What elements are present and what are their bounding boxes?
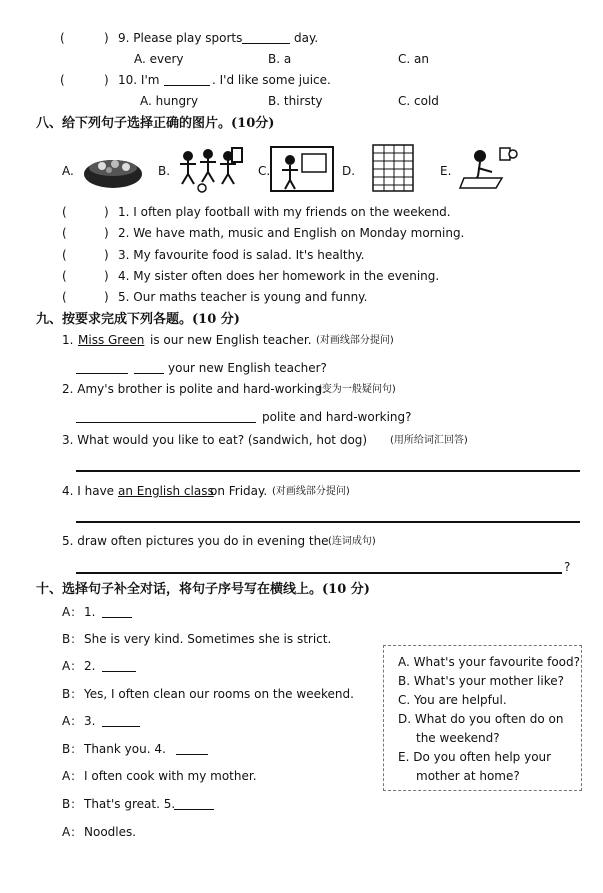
option-c: C. cold bbox=[398, 94, 439, 108]
q4-underlined: an English class bbox=[118, 484, 214, 498]
q5-text: 5. draw often pictures you do in evening the bbox=[62, 534, 329, 548]
homework-girl-picture bbox=[456, 144, 518, 192]
answer-paren-close: ) bbox=[104, 290, 109, 304]
q1-text: is our new English teacher. bbox=[150, 333, 312, 347]
answer-blank[interactable] bbox=[174, 797, 214, 810]
question-10-after: . I'd like some juice. bbox=[212, 73, 331, 87]
dialog-line: I often cook with my mother. bbox=[84, 769, 257, 783]
option-item: D. What do you often do on bbox=[398, 712, 564, 726]
answer-line[interactable] bbox=[76, 470, 580, 472]
question-10-text: 10. I'm bbox=[118, 73, 160, 87]
picture-label: E. bbox=[440, 164, 452, 178]
question-9-after: day. bbox=[294, 31, 319, 45]
picture-label: B. bbox=[158, 164, 171, 178]
dialog-line: 1. bbox=[84, 605, 96, 619]
option-item: the weekend? bbox=[416, 731, 500, 745]
answer-line[interactable] bbox=[76, 572, 562, 574]
speaker-label: B： bbox=[62, 632, 83, 646]
q5-note: (连词成句) bbox=[328, 536, 376, 547]
answer-paren-close: ) bbox=[104, 31, 109, 45]
sentence-item: 5. Our maths teacher is young and funny. bbox=[118, 290, 368, 304]
answer-paren-close: ) bbox=[104, 205, 109, 219]
answer-blank[interactable] bbox=[102, 605, 132, 618]
speaker-label: B： bbox=[62, 797, 83, 811]
option-item: E. Do you often help your bbox=[398, 750, 552, 764]
answer-paren: ( bbox=[62, 248, 67, 262]
answer-blank[interactable] bbox=[76, 361, 128, 374]
section-10-title: 十、选择句子补全对话，将句子序号写在横线上。(10 分) bbox=[36, 582, 370, 597]
q4-prefix: 4. I have bbox=[62, 484, 115, 498]
football-kids-picture bbox=[176, 146, 244, 194]
speaker-label: B： bbox=[62, 687, 83, 701]
dialog-line: Noodles. bbox=[84, 825, 137, 839]
option-b: B. thirsty bbox=[268, 94, 323, 108]
answer-paren-close: ) bbox=[104, 226, 109, 240]
sentence-item: 3. My favourite food is salad. It's healthy. bbox=[118, 248, 365, 262]
option-a: A. hungry bbox=[140, 94, 199, 108]
q2-note: (变为一般疑问句) bbox=[318, 384, 396, 395]
q5-question-mark: ? bbox=[564, 560, 571, 574]
picture-label: C. bbox=[258, 164, 271, 178]
answer-paren: ( bbox=[60, 73, 65, 87]
picture-label: D. bbox=[342, 164, 356, 178]
q1-prefix: 1. bbox=[62, 333, 74, 347]
q1-note: (对画线部分提问) bbox=[316, 335, 394, 346]
section-9-title: 九、按要求完成下列各题。(10 分) bbox=[36, 312, 240, 327]
answer-blank[interactable] bbox=[164, 73, 210, 86]
option-b: B. a bbox=[268, 52, 292, 66]
speaker-label: B： bbox=[62, 742, 83, 756]
q4-note: (对画线部分提问) bbox=[272, 486, 350, 497]
option-c: C. an bbox=[398, 52, 429, 66]
food-bowl-picture bbox=[82, 148, 144, 192]
answer-line[interactable] bbox=[76, 521, 580, 523]
answer-blank[interactable] bbox=[242, 31, 290, 44]
q2-text: 2. Amy's brother is polite and hard-working. bbox=[62, 382, 327, 396]
answer-paren-close: ) bbox=[104, 248, 109, 262]
picture-label: A. bbox=[62, 164, 74, 178]
timetable-picture bbox=[372, 144, 414, 192]
speaker-label: A： bbox=[62, 605, 83, 619]
answer-paren: ( bbox=[60, 31, 65, 45]
option-item: mother at home? bbox=[416, 769, 520, 783]
answer-paren: ( bbox=[62, 226, 67, 240]
question-9-text: 9. Please play sports bbox=[118, 31, 243, 45]
speaker-label: A： bbox=[62, 714, 83, 728]
dialog-line: Yes, I often clean our rooms on the weekend. bbox=[84, 687, 354, 701]
speaker-label: A： bbox=[62, 769, 83, 783]
section-8-title: 八、给下列句子选择正确的图片。(10分) bbox=[36, 116, 275, 131]
option-item: C. You are helpful. bbox=[398, 693, 507, 707]
answer-blank[interactable] bbox=[134, 361, 164, 374]
answer-blank[interactable] bbox=[102, 714, 140, 727]
q1-underlined: Miss Green bbox=[78, 333, 145, 347]
answer-blank[interactable] bbox=[76, 410, 256, 423]
dialog-line: She is very kind. Sometimes she is strict. bbox=[84, 632, 332, 646]
q3-text: 3. What would you like to eat? (sandwich, hot dog) bbox=[62, 433, 368, 447]
answer-blank[interactable] bbox=[176, 742, 208, 755]
q4-text: on Friday. bbox=[210, 484, 268, 498]
answer-paren-close: ) bbox=[104, 73, 109, 87]
answer-paren: ( bbox=[62, 290, 67, 304]
option-item: B. What's your mother like? bbox=[398, 674, 564, 688]
dialog-line: That's great. 5. bbox=[84, 797, 176, 811]
speaker-label: A： bbox=[62, 659, 83, 673]
sentence-item: 1. I often play football with my friends on the weekend. bbox=[118, 205, 451, 219]
dialog-line: 2. bbox=[84, 659, 96, 673]
answer-blank[interactable] bbox=[102, 659, 136, 672]
sentence-item: 2. We have math, music and English on Monday morning. bbox=[118, 226, 465, 240]
teacher-blackboard-picture bbox=[270, 146, 334, 192]
answer-paren-close: ) bbox=[104, 269, 109, 283]
dialog-line: Thank you. 4. bbox=[84, 742, 166, 756]
q2-answer-text: polite and hard-working? bbox=[262, 410, 412, 424]
q1-answer-text: your new English teacher? bbox=[168, 361, 327, 375]
option-item: A. What's your favourite food? bbox=[398, 655, 581, 669]
dialog-line: 3. bbox=[84, 714, 96, 728]
answer-paren: ( bbox=[62, 269, 67, 283]
speaker-label: A： bbox=[62, 825, 83, 839]
option-a: A. every bbox=[134, 52, 184, 66]
answer-paren: ( bbox=[62, 205, 67, 219]
sentence-item: 4. My sister often does her homework in the evening. bbox=[118, 269, 440, 283]
q3-note: (用所给词汇回答) bbox=[390, 435, 468, 446]
